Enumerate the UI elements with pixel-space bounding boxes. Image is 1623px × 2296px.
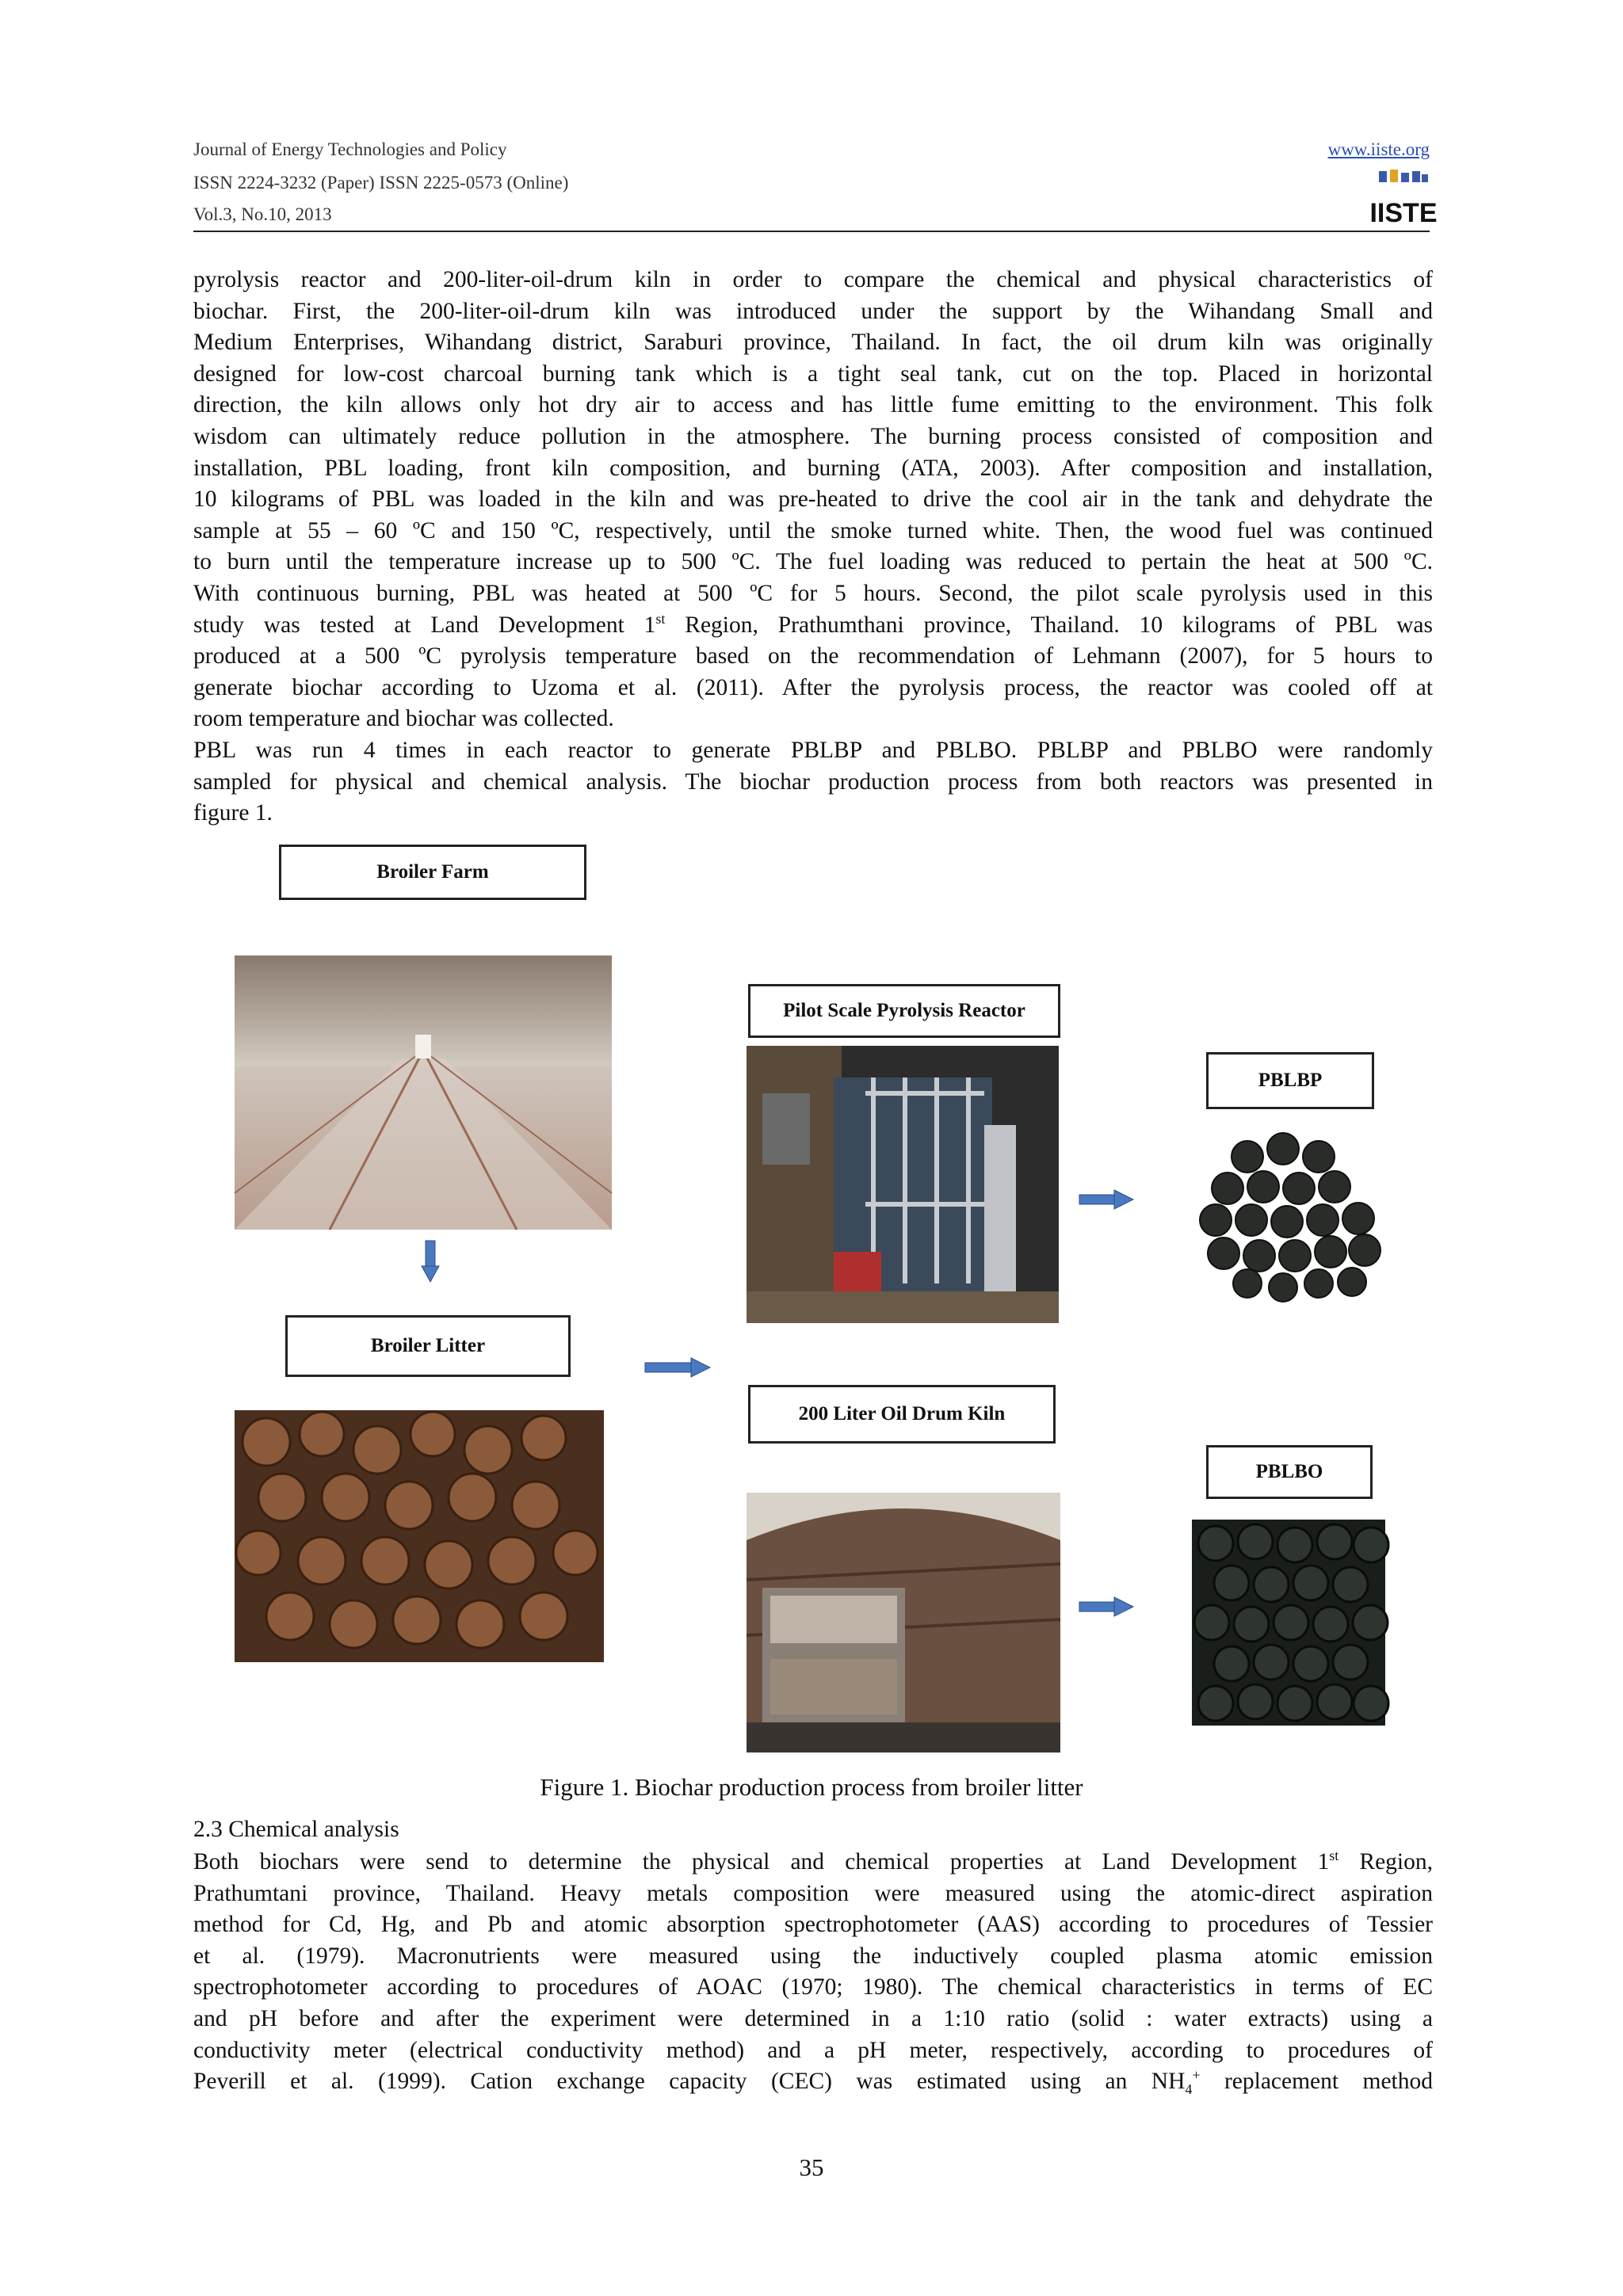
label-broiler-litter: Broiler Litter — [285, 1315, 571, 1377]
header-rule — [193, 231, 1430, 232]
pblbp-biochar-photo — [1184, 1125, 1392, 1306]
iiste-logo — [1369, 170, 1438, 228]
right-arrow-icon — [1079, 1597, 1133, 1616]
label-pblbp: PBLBP — [1206, 1052, 1374, 1109]
figure-caption: Figure 1. Biochar production process from broiler litter — [540, 1773, 1083, 1801]
body-paragraph-3: Both biochars were send to determine the physical and chemical properties at Land Development 1st Region, Prathumtani province, Thailand. Heavy metals composition were measured using the atomic-direct aspiration method for Cd, Hg, and Pb and atomic absorption spectrophotometer (AAS) according to procedures of Tessier et al. (1979). Macronutrients were measured using the inductively coupled plasma atomic emission spectrophotometer according to procedures of AOAC (1970; 1980). The chemical characteristics in terms of EC and pH before and after the experiment were determined in a 1:10 ratio (solid : water extracts) using a conductivity meter (electrical conductivity method) and a pH meter, respectively, according to procedures of Peverill et al. (1999). Cation exchange capacity (CEC) was estimated using an $NH_4^+$ replacement method — [193, 1848, 1434, 2098]
issn: ISSN 2224-3232 (Paper) ISSN 2225-0573 (Online) — [193, 173, 569, 193]
page-number: 35 — [799, 2153, 824, 2181]
svg-text:IISTE: IISTE — [1369, 198, 1438, 228]
label-oil-drum-kiln: 200 Liter Oil Drum Kiln — [748, 1385, 1056, 1444]
body-paragraph-1: pyrolysis reactor and 200-liter-oil-drum kiln in order to compare the chemical and physical characteristics of biochar. First, the 200-liter-oil-drum kiln was introduced under the support by the Wihandang Small and Medium Enterprises, Wihandang district, Saraburi province, Thailand. In fact, the oil drum kiln was originally designed for low-cost charcoal burning tank which is a tight seal tank, cut on the top. Placed in horizontal direction, the kiln allows only hot dry air to access and has little fume emitting to the environment. This folk wisdom can ultimately reduce pollution in the atmosphere. The burning process consisted of composition and installation, PBL loading, front kiln composition, and burning (ATA, 2003). After composition and installation, 10 kilograms of PBL was loaded in the kiln and was pre-heated to drive the cool air in the tank and dehydrate the sample at 55 – 60 ºC and 150 ºC, respectively, until the smoke turned white. Then, the wood fuel was continued to burn until the temperature increase up to 500 ºC. The fuel loading was reduced to pertain the heat at 500 ºC. With continuous burning, PBL was heated at 500 ºC for 5 hours. Second, the pilot scale pyrolysis used in this study was tested at Land Development 1st Region, Prathumthani province, Thailand. 10 kilograms of PBL was produced at a 500 ºC pyrolysis temperature based on the recommendation of Lehmann (2007), for 5 hours to generate biochar according to Uzoma et al. (2011). After the pyrolysis process, the reactor was cooled off at room temperature and biochar was collected. — [193, 267, 1433, 732]
right-arrow-icon — [645, 1358, 710, 1377]
right-arrow-icon — [1079, 1190, 1133, 1209]
broiler-farm-photo — [235, 955, 612, 1230]
pilot-reactor-photo — [747, 1046, 1059, 1323]
pblbo-biochar-photo — [1192, 1520, 1385, 1726]
journal-url-link[interactable]: www.iiste.org — [1327, 139, 1430, 159]
journal-title: Journal of Energy Technologies and Policy — [193, 139, 507, 159]
body-paragraph-2: PBL was run 4 times in each reactor to generate PBLBP and PBLBO. PBLBP and PBLBO were randomly sampled for physical and chemical analysis. The biochar production process from both reactors was presented in figure 1. — [193, 738, 1433, 826]
oil-drum-kiln-photo — [747, 1493, 1060, 1753]
label-broiler-farm: Broiler Farm — [279, 845, 586, 900]
label-pilot-reactor: Pilot Scale Pyrolysis Reactor — [748, 984, 1060, 1038]
section-heading: 2.3 Chemical analysis — [193, 1817, 399, 1842]
broiler-litter-photo — [235, 1410, 604, 1662]
down-arrow-icon — [422, 1241, 439, 1282]
volume: Vol.3, No.10, 2013 — [193, 204, 332, 224]
label-pblbo: PBLBO — [1206, 1445, 1373, 1499]
